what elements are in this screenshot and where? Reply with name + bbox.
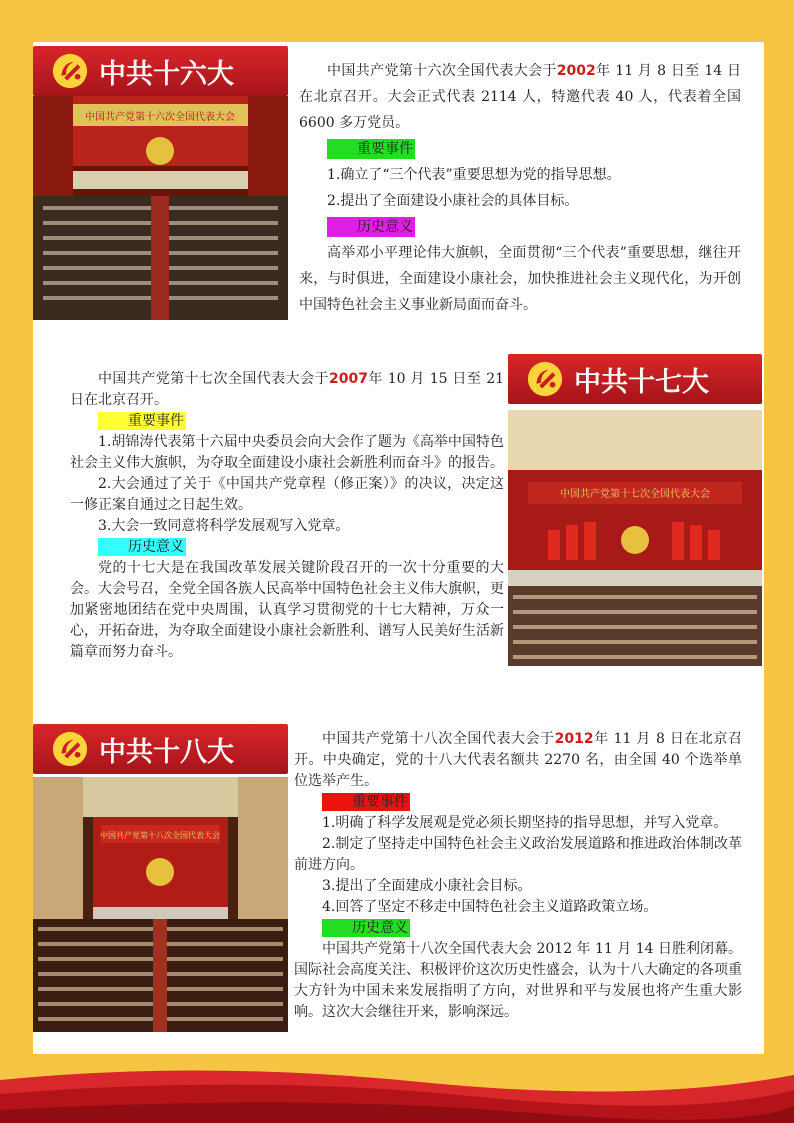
event-item: 2.制定了坚持走中国特色社会主义政治发展道路和推进政治体制改革前进方向。 [294,836,742,873]
year-2002: 2002 [556,63,596,79]
section-title: 中共十六大 [99,58,234,90]
label-historical-significance: 历史意义 [98,538,186,556]
section-title: 中共十七大 [574,366,709,398]
year-2007: 2007 [328,371,368,387]
event-item: 1.确立了“三个代表”重要思想为党的指导思想。 [327,167,621,183]
party-emblem-icon [526,360,564,398]
decorative-wave [0,1060,794,1123]
title-banner-17 [508,354,762,404]
event-item: 3.大会一致同意将科学发展观写入党章。 [98,518,350,534]
label-historical-significance: 历史意义 [327,217,415,237]
year-2012: 2012 [554,731,594,747]
congress-photo-18 [33,777,288,1032]
label-important-events: 重要事件 [98,412,186,430]
meaning-text: 党的十七大是在我国改革发展关键阶段召开的一次十分重要的大会。大会号召，全党全国各族人民高举中国特色社会主义伟大旗帜，更加紧密地团结在党中央周围，认真学习贯彻党的十七大精神，万众一心，开拓奋进，为夺取全面建设小康社会新胜利、谱写人民美好生活新篇章而努力奋斗。 [70,560,504,660]
photo-banner-text: 中国共产党第十八次全国代表大会 [100,831,220,840]
meaning-text: 高举邓小平理论伟大旗帜，全面贯彻“三个代表”重要思想，继往开来，与时俱进，全面建设小康社会，加快推进社会主义现代化，为开创中国特色社会主义事业新局面而奋斗。 [299,245,741,313]
event-item: 3.提出了全面建成小康社会目标。 [322,878,532,894]
label-important-events: 重要事件 [327,139,415,159]
title-banner-18 [33,724,288,774]
party-emblem-icon [51,52,89,90]
body-text-17: 中国共产党第十七次全国代表大会于2007年 10 月 15 日至 21 日在北京召开。 重要事件 1.胡锦涛代表第十六届中央委员会向大会作了题为《高举中国特色社会主义伟大旗帜，为夺取全面建设小康社会新胜利而奋斗》的报告。 2.大会通过了关于《中国共产党章程（修正案）》的决议，决定这一修正案自通过之日起生效。 3.大会一致同意将科学发展观写入党章。 历史意义 党的十七大是在我国改革发展关键阶段召开的一次十分重要的大会。大会号召，全党全国各族人民高举中国特色社会主义伟大旗帜，更加紧密地团结在党中央周围，认真学习贯彻党的十七大精神，万众一心，开拓奋进，为夺取全面建设小康社会新胜利、谱写人民美好生活新篇章而努力奋斗。 [70,369,504,663]
body-text-18: 中国共产党第十八次全国代表大会于2012年 11 月 8 日在北京召开。中央确定，党的十八大代表名额共 2270 名，由全国 40 个选举单位选举产生。 重要事件 1.明确了科学发展观是党必须长期坚持的指导思想，并写入党章。 2.制定了坚持走中国特色社会主义政治发展道路和推进政治体制改革前进方向。 3.提出了全面建成小康社会目标。 4.回答了坚定不移走中国特色社会主义道路政策立场。 历史意义 中国共产党第十八次全国代表大会 2012 年 11 月 14 日胜利闭幕。国际社会高度关注、积极评价这次历史性盛会，认为十八大确定的各项重大方针为中国未来发展指明了方向，对世界和平与发展也将产生重大影响。这次大会继往开来，影响深远。 [294,729,742,1023]
section-title: 中共十八大 [99,736,234,768]
event-item: 2.大会通过了关于《中国共产党章程（修正案）》的决议，决定这一修正案自通过之日起生效。 [70,476,504,513]
photo-banner-text: 中国共产党第十六次全国代表大会 [85,112,235,123]
congress-photo-16 [33,96,288,320]
title-banner-16 [33,46,288,96]
event-item: 1.明确了科学发展观是党必须长期坚持的指导思想，并写入党章。 [322,815,728,831]
party-emblem-icon [51,730,89,768]
event-item: 1.胡锦涛代表第十六届中央委员会向大会作了题为《高举中国特色社会主义伟大旗帜，为夺取全面建设小康社会新胜利而奋斗》的报告。 [70,434,504,471]
label-important-events: 重要事件 [322,793,410,811]
congress-photo-17 [508,410,762,666]
meaning-text: 中国共产党第十八次全国代表大会 2012 年 11 月 14 日胜利闭幕。国际社会高度关注、积极评价这次历史性盛会，认为十八大确定的各项重大方针为中国未来发展指明了方向，对世界和平与发展也将产生重大影响。这次大会继往开来，影响深远。 [294,941,742,1020]
event-item: 4.回答了坚定不移走中国特色社会主义道路政策立场。 [322,899,658,915]
event-item: 2.提出了全面建设小康社会的具体目标。 [327,193,579,209]
body-text-16: 中国共产党第十六次全国代表大会于2002年 11 月 8 日至 14 日在北京召开。大会正式代表 2114 人，特邀代表 40 人，代表着全国 6600 多万党员。 重要事件 1.确立了“三个代表”重要思想为党的指导思想。 2.提出了全面建设小康社会的具体目标。 历史意义 高举邓小平理论伟大旗帜，全面贯彻“三个代表”重要思想，继往开来，与时俱进，全面建设小康社会，加快推进社会主义现代化，为开创中国特色社会主义事业新局面而奋斗。 [299,58,741,318]
photo-banner-text: 中国共产党第十七次全国代表大会 [560,489,710,500]
label-historical-significance: 历史意义 [322,919,410,937]
